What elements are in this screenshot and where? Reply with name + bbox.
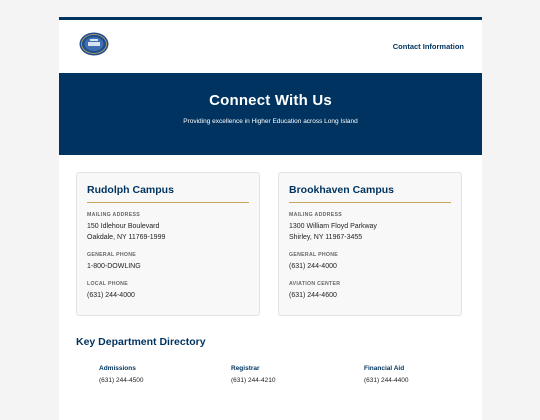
address-line: Shirley, NY 11967-3455 [289, 234, 363, 241]
department-financial-aid [364, 365, 482, 384]
campus-name: Brookhaven Campus [289, 184, 451, 203]
address-line: 150 Idlehour Boulevard [87, 223, 160, 230]
field-label: GENERAL PHONE [87, 252, 137, 258]
department-directory [59, 336, 482, 395]
general-phone[interactable]: 1-800-DOWLING [87, 263, 141, 270]
department-name: Registrar [231, 365, 260, 372]
department-phone[interactable]: (631) 244-4400 [364, 377, 409, 384]
local-phone[interactable]: (631) 244-4000 [87, 292, 135, 299]
department-phone[interactable]: (631) 244-4500 [99, 377, 144, 384]
department-phone[interactable]: (631) 244-4210 [231, 377, 276, 384]
field-label: MAILING ADDRESS [289, 212, 343, 218]
field-label: MAILING ADDRESS [87, 212, 141, 218]
directory-title: Key Department Directory [76, 336, 206, 348]
hero-banner [59, 73, 482, 155]
department-admissions [99, 365, 219, 384]
general-phone[interactable]: (631) 244-4000 [289, 263, 337, 270]
campus-cards [59, 155, 482, 325]
field-label: LOCAL PHONE [87, 281, 128, 287]
hero-subtitle: Providing excellence in Higher Education across Long Island [183, 118, 358, 125]
mailing-address [87, 221, 249, 243]
mailing-address [289, 221, 451, 243]
campus-card-rudolph [76, 172, 260, 316]
aviation-center-phone[interactable]: (631) 244-4600 [289, 292, 337, 299]
college-seal-logo[interactable] [79, 32, 109, 56]
site-header [59, 20, 482, 73]
field-label: GENERAL PHONE [289, 252, 339, 258]
address-line: Oakdale, NY 11769-1999 [87, 234, 166, 241]
contact-information-link[interactable]: Contact Information [392, 42, 464, 51]
department-registrar [231, 365, 351, 384]
department-name: Financial Aid [364, 365, 405, 372]
field-label: AVIATION CENTER [289, 281, 341, 287]
page-container [59, 17, 482, 420]
campus-card-brookhaven [278, 172, 462, 316]
department-row [76, 365, 465, 395]
campus-name: Rudolph Campus [87, 184, 249, 203]
department-name: Admissions [99, 365, 136, 372]
address-line: 1300 William Floyd Parkway [289, 223, 377, 230]
page-title: Connect With Us [209, 92, 332, 109]
